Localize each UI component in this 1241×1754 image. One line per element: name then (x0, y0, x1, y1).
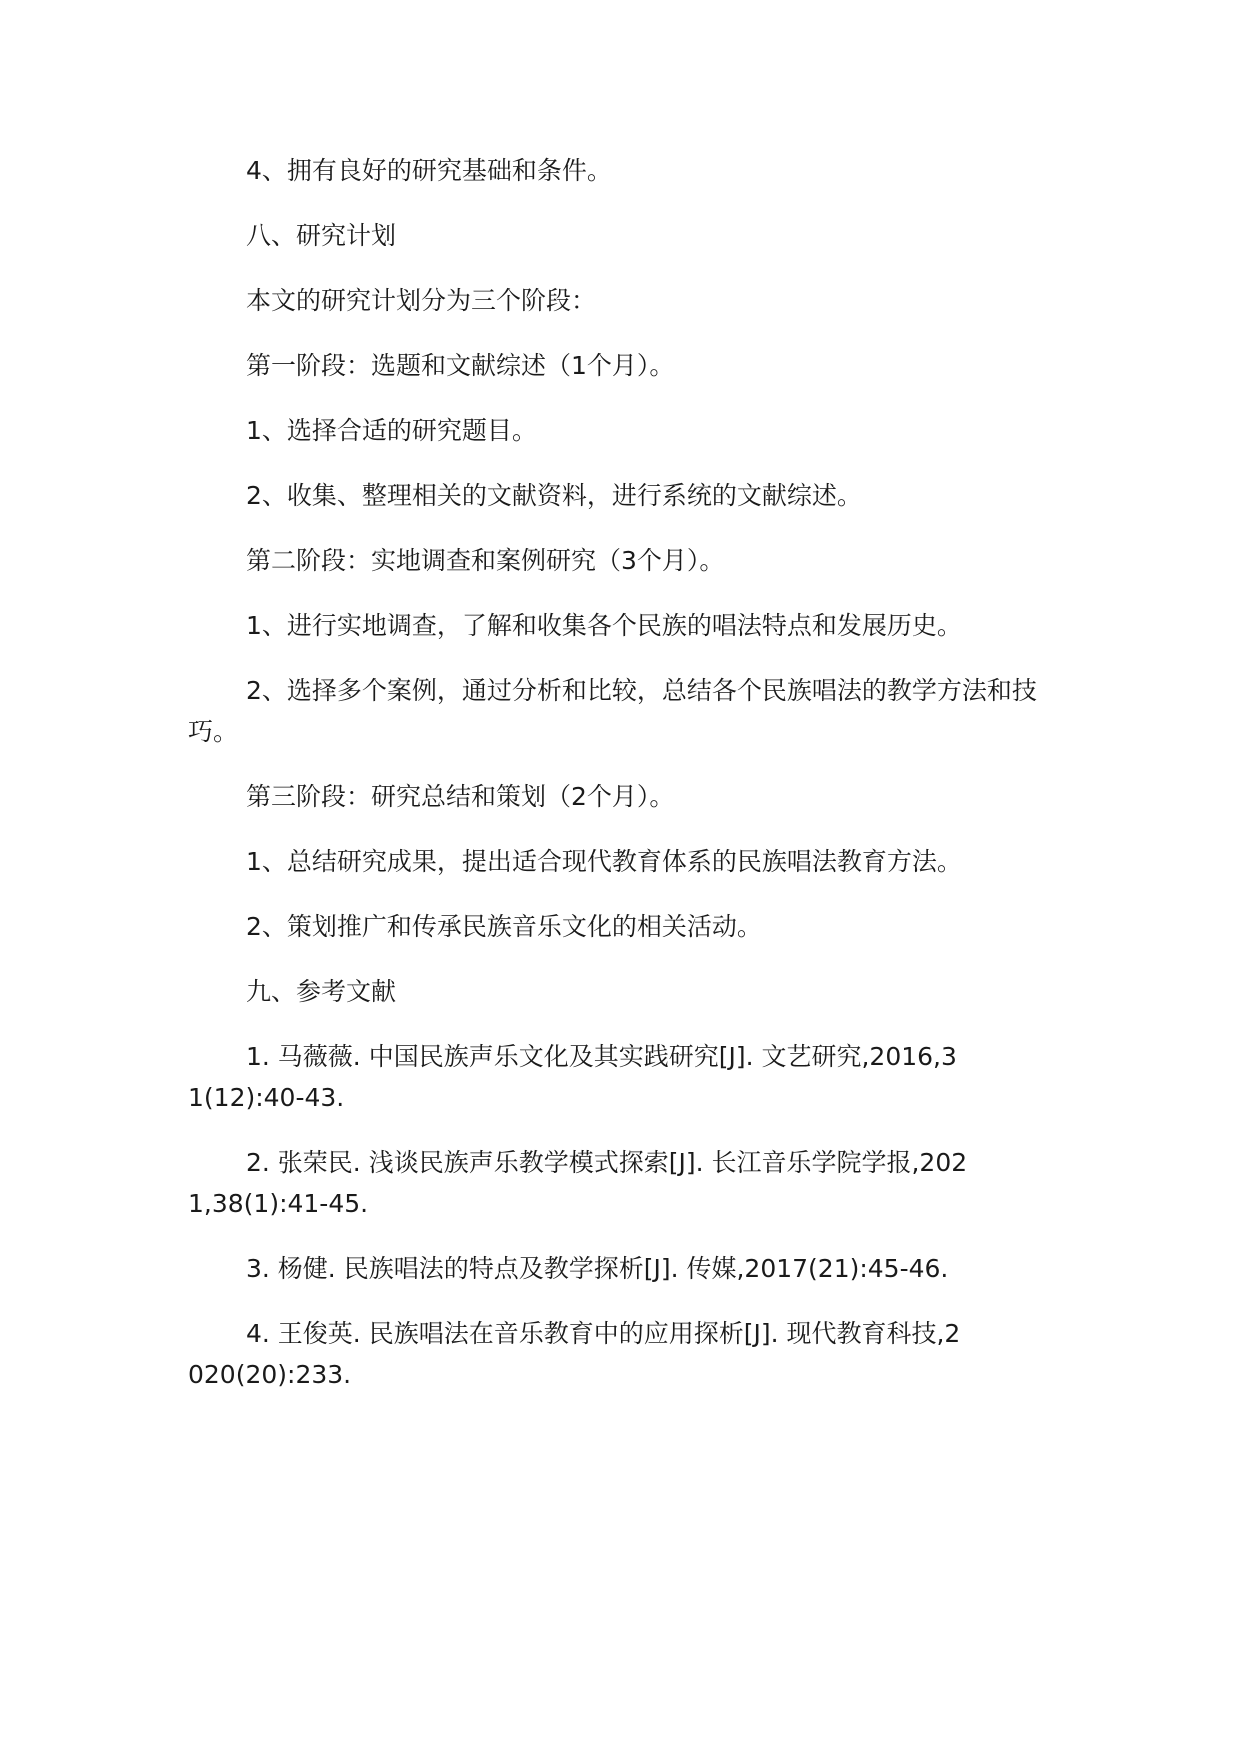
paragraph: 1、选择合适的研究题目。 (246, 416, 537, 445)
stage-heading-1: 第一阶段：选题和文献综述（1个月）。 (246, 351, 675, 380)
reference-item: 2. 张荣民. 浅谈民族声乐教学模式探索[J]. 长江音乐学院学报,2021,38(1):41-45. (188, 1148, 968, 1218)
reference-item: 3. 杨健. 民族唱法的特点及教学探析[J]. 传媒,2017(21):45-46. (246, 1254, 949, 1283)
reference-item: 4. 王俊英. 民族唱法在音乐教育中的应用探析[J]. 现代教育科技,2020(20):233. (188, 1319, 961, 1389)
reference-item: 1. 马薇薇. 中国民族声乐文化及其实践研究[J]. 文艺研究,2016,31(12):40-43. (188, 1042, 957, 1112)
paragraph: 2、收集、整理相关的文献资料，进行系统的文献综述。 (246, 481, 862, 510)
stage-heading-3: 第三阶段：研究总结和策划（2个月）。 (246, 782, 675, 811)
paragraph: 1、总结研究成果，提出适合现代教育体系的民族唱法教育方法。 (246, 847, 962, 876)
paragraph: 2、选择多个案例，通过分析和比较，总结各个民族唱法的教学方法和技巧。 (188, 676, 1037, 746)
section-heading-references: 九、参考文献 (246, 977, 397, 1006)
paragraph: 2、策划推广和传承民族音乐文化的相关活动。 (246, 912, 762, 941)
paragraph: 本文的研究计划分为三个阶段： (246, 286, 597, 315)
paragraph: 4、拥有良好的研究基础和条件。 (246, 156, 612, 185)
document-body (188, 150, 1068, 1419)
section-heading-research-plan: 八、研究计划 (246, 221, 397, 250)
stage-heading-2: 第二阶段：实地调查和案例研究（3个月）。 (246, 546, 725, 575)
paragraph: 1、进行实地调查，了解和收集各个民族的唱法特点和发展历史。 (246, 611, 962, 640)
